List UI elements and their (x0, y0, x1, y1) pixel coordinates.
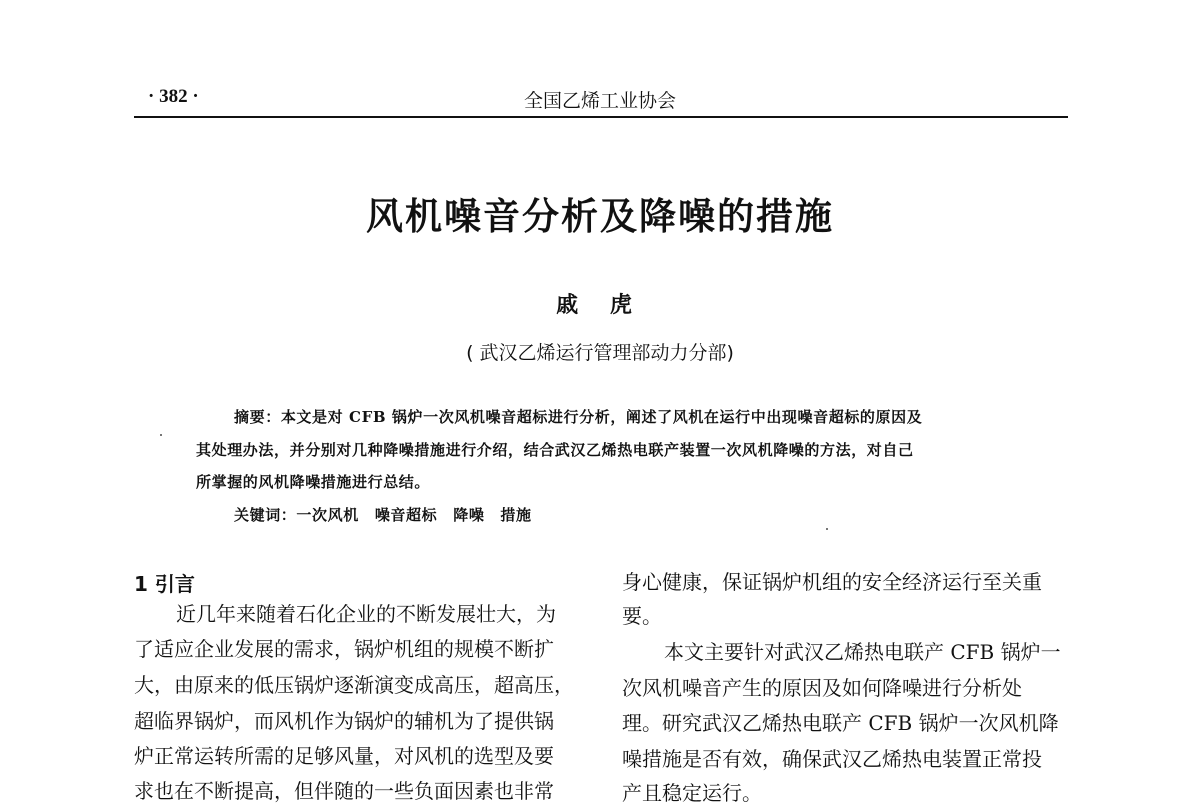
body-line: 求也在不断提高，但伴随的一些负面因素也非常 (134, 779, 554, 803)
body-line: 次风机噪音产生的原因及如何降噪进行分析处 (622, 676, 1022, 700)
abstract-label: 摘要： (234, 408, 281, 426)
keyword: 一次风机 (296, 506, 359, 524)
keyword: 降噪 (453, 506, 485, 524)
body-line: 产且稳定运行。 (622, 781, 762, 805)
body-line: 理。研究武汉乙烯热电联产 CFB 锅炉一次风机降 (622, 711, 1059, 735)
author-name: 戚 虎 (556, 292, 644, 318)
scan-speck (160, 434, 162, 436)
keywords-line (234, 504, 548, 525)
body-line: 大，由原来的低压锅炉逐渐演变成高压，超高压， (134, 673, 574, 697)
body-line: 炉正常运转所需的足够风量，对风机的选型及要 (134, 744, 554, 768)
abstract-line: 其处理办法，并分别对几种降噪措施进行介绍，结合武汉乙烯热电联产装置一次风机降噪的方法，对自己 (196, 441, 914, 459)
header-rule (134, 116, 1068, 118)
abstract-text: 本文是对 CFB 锅炉一次风机噪音超标进行分析，阐述了风机在运行中出现噪音超标的原因及 (280, 408, 923, 426)
body-line: 近几年来随着石化企业的不断发展壮大，为 (176, 602, 556, 626)
keyword: 噪音超标 (374, 506, 438, 524)
keyword: 措施 (500, 506, 532, 524)
paper-title: 风机噪音分析及降噪的措施 (366, 195, 834, 238)
abstract-line (234, 406, 922, 427)
body-line: 噪措施是否有效，确保武汉乙烯热电装置正常投 (622, 747, 1042, 771)
page-number: · 382 · (148, 86, 199, 107)
author-affiliation: ( 武汉乙烯运行管理部动力分部) (466, 342, 734, 364)
body-line: 本文主要针对武汉乙烯热电联产 CFB 锅炉一 (664, 640, 1061, 664)
body-line: 身心健康，保证锅炉机组的安全经济运行至关重 (622, 570, 1042, 594)
body-line: 了适应企业发展的需求，锅炉机组的规模不断扩 (134, 637, 554, 661)
body-line: 超临界锅炉，而风机作为锅炉的辅机为了提供锅 (134, 709, 554, 733)
scan-speck (826, 528, 828, 530)
body-line: 要。 (622, 604, 662, 628)
running-head: 全国乙烯工业协会 (523, 90, 676, 112)
section-heading: 1 引言 (134, 572, 195, 596)
abstract-line: 所掌握的风机降噪措施进行总结。 (196, 473, 431, 491)
keywords-label: 关键词： (234, 506, 297, 524)
